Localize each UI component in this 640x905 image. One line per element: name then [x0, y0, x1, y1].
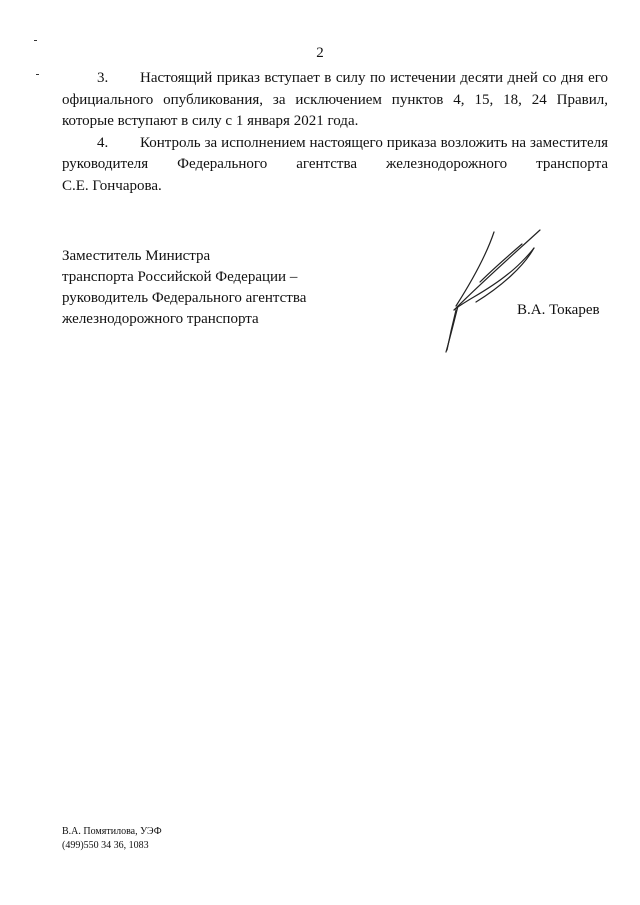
scan-artifact: [34, 40, 37, 41]
executor-phone: (499)550 34 36, 1083: [62, 840, 149, 851]
paragraph-3-line1: 3. Настоящий приказ вступает в силу по истечении десяти дней со дня его: [62, 68, 608, 90]
order-body: [62, 68, 608, 197]
paragraph-4-line2: руководителя Федерального агентства железнодорожного транспорта: [62, 156, 608, 172]
paragraph-3-number: 3.: [97, 70, 109, 86]
signatory-title: [62, 246, 306, 330]
page-number: 2: [316, 45, 324, 61]
signatory-title-line: Заместитель Министра: [62, 248, 211, 264]
paragraph-4-number: 4.: [97, 134, 109, 151]
handwritten-signature: [436, 226, 546, 356]
signatory-title-line: транспорта Российской Федерации –: [62, 269, 298, 285]
scan-artifact: [36, 74, 39, 75]
paragraph-4-line1: 4. Контроль за исполнением настоящего приказа возложить на заместителя: [62, 133, 608, 155]
signatory-title-line: железнодорожного транспорта: [62, 311, 259, 327]
paragraph-4: [62, 133, 608, 198]
signatory-title-line: руководитель Федерального агентства: [62, 290, 307, 306]
paragraph-3: [62, 68, 608, 133]
paragraph-3-line3: которые вступают в силу с 1 января 2021 года.: [62, 113, 359, 129]
signatory-name: В.А. Токарев: [517, 302, 600, 318]
executor-info: [62, 825, 162, 853]
executor-name: В.А. Помятилова, УЭФ: [62, 826, 162, 837]
paragraph-4-line3: С.Е. Гончарова.: [62, 177, 162, 194]
paragraph-3-line2: официального опубликования, за исключением пунктов 4, 15, 18, 24 Правил,: [62, 91, 608, 108]
